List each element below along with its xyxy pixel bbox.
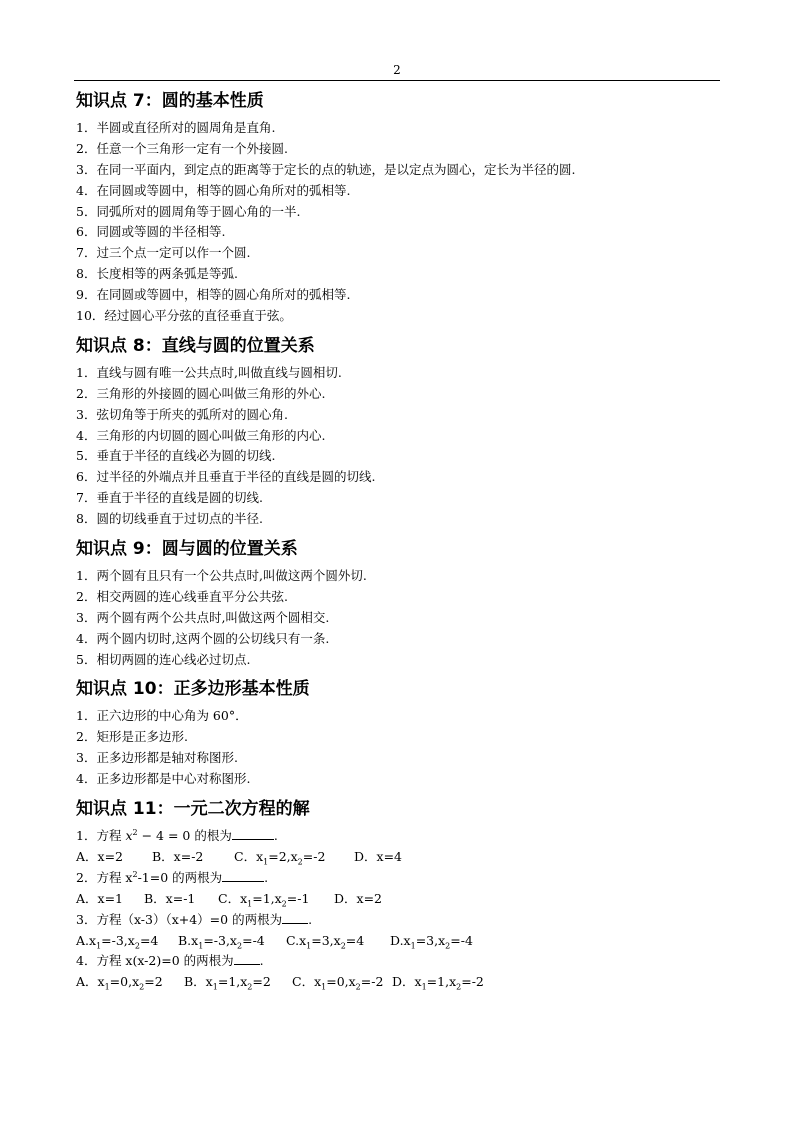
question-2 [76, 868, 726, 889]
subscript: 2 [247, 982, 253, 992]
list-item: 3．弦切角等于所夹的弧所对的圆心角. [76, 406, 288, 422]
answer-blank [282, 910, 308, 924]
list-item: 2．矩形是正多边形. [76, 729, 188, 745]
option-c [234, 847, 354, 868]
option-text: =-3,x [101, 932, 135, 948]
option-c [292, 972, 392, 993]
option-text: =-4 [450, 932, 473, 948]
answer-blank [234, 951, 260, 965]
option-text: =-2 [461, 974, 484, 990]
option-text: D.x [390, 932, 411, 948]
option-text: A．x [76, 974, 105, 990]
option-d: D．x=4 [354, 848, 402, 864]
question-2-end: . [264, 869, 269, 885]
option-a [76, 931, 178, 952]
option-text: =-3,x [203, 932, 237, 948]
question-3-end: . [308, 911, 313, 927]
list-item: 7．过三个点一定可以作一个圆. [76, 245, 251, 261]
question-2-prefix: 2．方程 x [76, 869, 133, 885]
list-item: 1．两个圆有且只有一个公共点时,叫做这两个圆外切. [76, 568, 367, 584]
question-1-options [76, 847, 726, 868]
subscript: 2 [355, 982, 361, 992]
section-list-8 [76, 363, 726, 530]
question-1 [76, 826, 726, 847]
document-body [76, 88, 726, 993]
option-a: A．x=2 [76, 848, 124, 864]
section-title-11: 知识点 11：一元二次方程的解 [76, 799, 310, 820]
option-text: =3,x [311, 932, 341, 948]
option-text: C．x [234, 848, 264, 864]
section-title-9: 知识点 9：圆与圆的位置关系 [76, 539, 298, 560]
option-text: =2,x [268, 848, 298, 864]
option-c [218, 889, 334, 910]
subscript: 1 [96, 941, 102, 950]
list-item: 1．直线与圆有唯一公共点时,叫做直线与圆相切. [76, 364, 342, 380]
option-text: =2 [144, 974, 163, 990]
option-d [390, 931, 473, 952]
question-2-exponent: 2 [132, 869, 138, 879]
list-item: 5．相切两圆的连心线必过切点. [76, 651, 251, 667]
subscript: 2 [281, 899, 287, 909]
list-item: 8．长度相等的两条弧是等弧. [76, 266, 238, 282]
subscript: 1 [212, 982, 218, 992]
list-item: 6．同圆或等圆的半径相等. [76, 224, 226, 240]
list-item: 9．在同圆或等圆中，相等的圆心角所对的弧相等. [76, 287, 351, 303]
subscript: 1 [321, 982, 327, 992]
list-item: 2．任意一个三角形一定有一个外接圆. [76, 140, 288, 156]
question-2-text: -1=0 的两根为 [137, 869, 223, 885]
list-item: 6．过半径的外端点并且垂直于半径的直线是圆的切线. [76, 469, 376, 485]
option-text: C．x [292, 974, 322, 990]
list-item: 5．同弧所对的圆周角等于圆心角的一半. [76, 203, 301, 219]
subscript: 2 [139, 982, 145, 992]
option-text: B.x [178, 932, 199, 948]
subscript: 1 [410, 941, 416, 950]
option-text: =1,x [217, 974, 248, 990]
option-text: =0,x [326, 974, 356, 990]
answer-blank [222, 868, 264, 882]
list-item: 1．正六边形的中心角为 60°． [76, 708, 248, 724]
question-1-text: − 4 = 0 的根为 [137, 828, 232, 844]
subscript: 2 [134, 941, 140, 950]
question-1-exponent: 2 [132, 827, 138, 837]
option-text: =4 [345, 932, 365, 948]
subscript: 1 [104, 982, 110, 992]
list-item: 7．垂直于半径的直线是圆的切线. [76, 490, 263, 506]
section-list-10 [76, 706, 726, 790]
subscript: 2 [445, 941, 451, 950]
option-a [76, 972, 184, 993]
option-text: C．x [218, 890, 248, 906]
option-b [184, 972, 292, 993]
question-1-variable: x [125, 828, 133, 844]
section-list-9 [76, 566, 726, 670]
option-b: B．x=-2 [152, 848, 204, 864]
question-4-options [76, 972, 726, 993]
option-d [392, 972, 484, 993]
header-rule [74, 80, 720, 81]
question-3-options [76, 931, 726, 952]
list-item: 4．两个圆内切时,这两个圆的公切线只有一条. [76, 630, 330, 646]
list-item: 1．半圆或直径所对的圆周角是直角. [76, 120, 276, 135]
question-4-end: . [259, 953, 264, 969]
option-text: =4 [139, 932, 159, 948]
list-item: 4．在同圆或等圆中，相等的圆心角所对的弧相等. [76, 182, 351, 198]
option-text: =1,x [426, 974, 457, 990]
question-4-text: 4．方程 x(x-2)=0 的两根为 [76, 953, 234, 969]
section-title-10: 知识点 10：正多边形基本性质 [76, 679, 310, 700]
option-b [178, 931, 286, 952]
list-item: 3．两个圆有两个公共点时,叫做这两个圆相交. [76, 609, 330, 625]
list-item: 4．三角形的内切圆的圆心叫做三角形的内心. [76, 427, 326, 443]
section-list-7 [76, 118, 726, 327]
list-item: 3．在同一平面内，到定点的距离等于定长的点的轨迹，是以定点为圆心，定长为半径的圆. [76, 161, 576, 177]
option-text: A.x [76, 932, 97, 948]
list-item: 8．圆的切线垂直于过切点的半径. [76, 511, 263, 527]
option-text: C.x [286, 932, 307, 948]
option-text: =-4 [242, 932, 265, 948]
option-text: =-1 [286, 890, 310, 906]
subscript: 1 [421, 982, 427, 992]
option-text: D．x [392, 974, 422, 990]
option-text: =0,x [109, 974, 140, 990]
question-2-options [76, 889, 726, 910]
option-text: B．x [184, 974, 213, 990]
subscript: 2 [456, 982, 462, 992]
option-text: =2 [252, 974, 271, 990]
option-text: =3,x [415, 932, 446, 948]
list-item: 10．经过圆心平分弦的直径垂直于弦。 [76, 308, 292, 324]
subscript: 2 [297, 857, 303, 867]
section-title-7: 知识点 7：圆的基本性质 [76, 91, 264, 111]
page-number: 2 [393, 63, 401, 77]
option-a: A．x=1 [76, 890, 124, 906]
option-b: B．x=-1 [144, 890, 196, 906]
list-item: 2．相交两圆的连心线垂直平分公共弦. [76, 588, 288, 604]
question-4 [76, 951, 726, 972]
option-c [286, 931, 390, 952]
option-d: D．x=2 [334, 890, 382, 906]
subscript: 1 [198, 941, 204, 950]
subscript: 2 [237, 941, 243, 950]
answer-blank [232, 826, 274, 840]
subscript: 1 [247, 899, 253, 909]
question-3 [76, 910, 726, 931]
question-3-text: 3．方程（x-3）（x+4）=0 的两根为 [76, 911, 283, 927]
subscript: 2 [340, 941, 346, 950]
list-item: 2．三角形的外接圆的圆心叫做三角形的外心. [76, 385, 326, 401]
list-item: 3．正多边形都是轴对称图形. [76, 750, 238, 766]
option-text: =-2 [360, 974, 384, 990]
option-text: =1,x [252, 890, 282, 906]
option-text: =-2 [302, 848, 326, 864]
list-item: 5．垂直于半径的直线必为圆的切线. [76, 448, 276, 464]
subscript: 1 [306, 941, 312, 950]
subscript: 1 [263, 857, 269, 867]
section-title-8: 知识点 8：直线与圆的位置关系 [76, 335, 315, 356]
list-item: 4．正多边形都是中心对称图形. [76, 771, 251, 787]
question-1-prefix: 1．方程 [76, 828, 126, 844]
question-1-end: . [273, 828, 278, 844]
